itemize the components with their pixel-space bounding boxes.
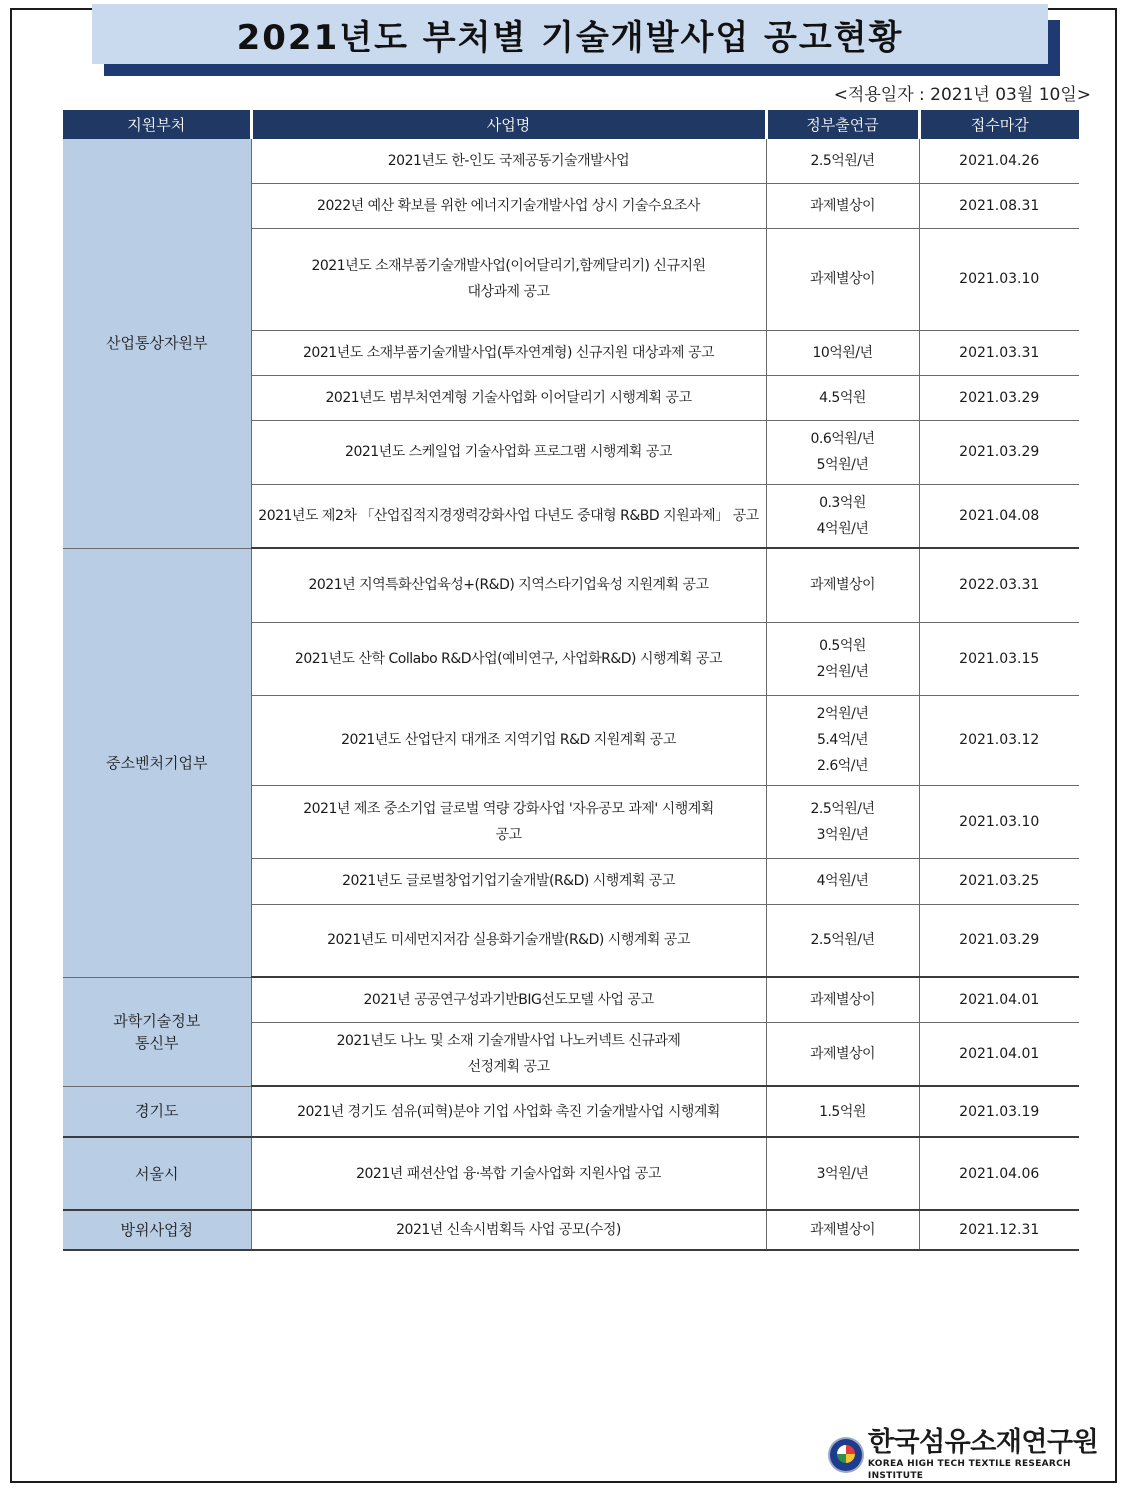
logo-name-ko: 한국섬유소재연구원 (867, 1427, 1099, 1458)
cell-line: 2021년도 미세먼지저감 실용화기술개발(R&D) 시행계획 공고 (327, 932, 690, 949)
program-name-cell (251, 375, 766, 420)
cell-line: 4억원/년 (816, 873, 869, 889)
deadline-cell: 2021.03.29 (919, 904, 1079, 977)
deadline-cell: 2021.08.31 (919, 183, 1079, 228)
cell-line: 10억원/년 (812, 344, 873, 361)
table-row (63, 1086, 1079, 1137)
program-name-cell (251, 330, 766, 375)
cell-line: 2021년 경기도 섬유(피혁)분야 기업 사업화 촉진 기술개발사업 시행계획 (297, 1103, 720, 1120)
program-name-cell (251, 977, 766, 1022)
program-name-cell (251, 484, 766, 548)
program-name-cell (251, 1086, 766, 1137)
cell-line: 2022년 예산 확보를 위한 에너지기술개발사업 상시 기술수요조사 (317, 197, 700, 214)
cell-line: 과제별상이 (809, 1222, 876, 1238)
fund-cell (766, 1137, 919, 1210)
header-fund: 정부출연금 (766, 110, 919, 139)
cell-line: 2021년도 산학 Collabo R&D사업(예비연구, 사업화R&D) 시행계획 공고 (294, 650, 723, 667)
fund-cell (766, 375, 919, 420)
cell-line: 2021년 공공연구성과기반BIG선도모델 사업 공고 (363, 991, 654, 1008)
program-name-cell (251, 785, 766, 858)
cell-line: 산업통상자원부 (106, 334, 208, 353)
fund-cell (766, 420, 919, 484)
cell-line: 3억원/년 (816, 826, 869, 843)
fund-cell (766, 858, 919, 904)
cell-line: 4.5억원 (819, 389, 866, 406)
program-name-cell (251, 1210, 766, 1250)
deadline-cell: 2021.03.31 (919, 330, 1079, 375)
cell-line: 2021년도 제2차 「산업집적지경쟁력강화사업 다년도 중대형 R&BD 지원과제」 공고 (258, 507, 759, 524)
fund-cell (766, 1210, 919, 1250)
cell-line: 과제별상이 (809, 577, 876, 594)
fund-cell (766, 1086, 919, 1137)
deadline-cell: 2021.04.26 (919, 139, 1079, 183)
title-banner (92, 4, 1048, 64)
fund-cell (766, 695, 919, 785)
cell-line: 선정계획 공고 (467, 1058, 550, 1075)
cell-line: 2.5억원/년 (810, 932, 875, 949)
cell-line: 2021년도 산업단지 대개조 지역기업 R&D 지원계획 공고 (341, 732, 676, 748)
deadline-cell: 2021.03.25 (919, 858, 1079, 904)
program-name-cell (251, 228, 766, 330)
program-name-cell (251, 622, 766, 695)
cell-line: 2021년도 글로벌창업기업기술개발(R&D) 시행계획 공고 (342, 873, 675, 889)
cell-line: 과학기술정보 (113, 1011, 201, 1030)
cell-line: 2.5억원/년 (810, 800, 875, 817)
table-row (63, 1210, 1079, 1250)
dept-cell (63, 977, 251, 1086)
fund-cell (766, 139, 919, 183)
deadline-cell: 2021.03.19 (919, 1086, 1079, 1137)
cell-line: 과제별상이 (809, 991, 876, 1008)
fund-cell (766, 228, 919, 330)
cell-line: 2021년도 한-인도 국제공동기술개발사업 (387, 152, 630, 169)
deadline-cell: 2021.03.15 (919, 622, 1079, 695)
header-program: 사업명 (251, 110, 766, 139)
program-name-cell (251, 139, 766, 183)
fund-cell (766, 183, 919, 228)
program-name-cell (251, 420, 766, 484)
deadline-cell: 2021.03.10 (919, 785, 1079, 858)
cell-line: 2021년 지역특화산업육성+(R&D) 지역스타기업육성 지원계획 공고 (308, 577, 709, 594)
cell-line: 1.5억원 (819, 1103, 866, 1120)
cell-line: 서울시 (135, 1164, 179, 1183)
logo-name-en: KOREA HIGH TECH TEXTILE RESEARCH INSTITUTE (867, 1459, 1071, 1481)
fund-cell (766, 1022, 919, 1086)
table-row (63, 1137, 1079, 1210)
cell-line: 2억원/년 (816, 663, 869, 680)
fund-cell (766, 785, 919, 858)
cell-line: 5.4억/년 (816, 732, 869, 748)
cell-line: 과제별상이 (809, 197, 876, 214)
fund-cell (766, 548, 919, 622)
table-row (63, 977, 1079, 1022)
deadline-cell: 2021.03.12 (919, 695, 1079, 785)
fund-cell (766, 904, 919, 977)
program-name-cell (251, 1022, 766, 1086)
cell-line: 2021년도 스케일업 기술사업화 프로그램 시행계획 공고 (345, 444, 672, 460)
cell-line: 3억원/년 (816, 1165, 869, 1182)
dept-cell (63, 1086, 251, 1137)
deadline-cell: 2021.03.10 (919, 228, 1079, 330)
cell-line: 2.5억원/년 (810, 152, 875, 169)
logo-text (868, 1428, 1129, 1482)
cell-line: 2021년도 소재부품기술개발사업(이어달리기,함께달리기) 신규지원 (311, 258, 706, 274)
deadline-cell: 2021.03.29 (919, 375, 1079, 420)
cell-line: 2021년도 소재부품기술개발사업(투자연계형) 신규지원 대상과제 공고 (303, 344, 714, 361)
cell-line: 2021년도 나노 및 소재 기술개발사업 나노커넥트 신규과제 (336, 1032, 681, 1049)
program-name-cell (251, 695, 766, 785)
program-name-cell (251, 548, 766, 622)
deadline-cell: 2021.03.29 (919, 420, 1079, 484)
header-deadline: 접수마감 (919, 110, 1079, 139)
program-name-cell (251, 183, 766, 228)
cell-line: 0.6억원/년 (810, 431, 875, 447)
cell-line: 통신부 (135, 1033, 179, 1052)
cell-line: 5억원/년 (816, 457, 869, 473)
dept-cell (63, 548, 251, 977)
table-row (63, 548, 1079, 622)
cell-line: 대상과제 공고 (467, 284, 550, 300)
dept-cell (63, 1210, 251, 1250)
apply-date: <적용일자 : 2021년 03월 10일> (833, 85, 1091, 105)
program-name-cell (251, 858, 766, 904)
institute-emblem-icon (828, 1437, 864, 1473)
program-table (63, 110, 1079, 1251)
cell-line: 방위사업청 (120, 1221, 193, 1239)
deadline-cell: 2022.03.31 (919, 548, 1079, 622)
institute-logo (828, 1428, 1129, 1482)
deadline-cell: 2021.04.06 (919, 1137, 1079, 1210)
header-dept: 지원부처 (63, 110, 251, 139)
dept-cell (63, 139, 251, 548)
fund-cell (766, 622, 919, 695)
table-body (63, 139, 1079, 1250)
cell-line: 0.3억원 (819, 494, 866, 511)
page-title: 2021년도 부처별 기술개발사업 공고현황 (236, 17, 904, 58)
table-header-row (63, 110, 1079, 139)
cell-line: 2021년 신속시범획득 사업 공모(수정) (396, 1222, 621, 1238)
deadline-cell: 2021.04.08 (919, 484, 1079, 548)
deadline-cell: 2021.04.01 (919, 977, 1079, 1022)
dept-cell (63, 1137, 251, 1210)
cell-line: 2021년도 범부처연계형 기술사업화 이어달리기 시행계획 공고 (325, 389, 692, 406)
fund-cell (766, 484, 919, 548)
cell-line: 4억원/년 (816, 520, 869, 537)
cell-line: 2억원/년 (816, 706, 869, 722)
cell-line: 경기도 (135, 1102, 179, 1121)
cell-line: 과제별상이 (809, 271, 876, 287)
cell-line: 0.5억원 (819, 637, 866, 654)
table-row (63, 139, 1079, 183)
deadline-cell: 2021.12.31 (919, 1210, 1079, 1250)
program-name-cell (251, 904, 766, 977)
cell-line: 2.6억/년 (816, 758, 869, 774)
cell-line: 2021년 패션산업 융·복합 기술사업화 지원사업 공고 (356, 1165, 661, 1182)
cell-line: 공고 (495, 826, 522, 843)
deadline-cell: 2021.04.01 (919, 1022, 1079, 1086)
cell-line: 중소벤처기업부 (106, 753, 208, 772)
fund-cell (766, 977, 919, 1022)
cell-line: 2021년 제조 중소기업 글로벌 역량 강화사업 '자유공모 과제' 시행계획 (303, 800, 714, 817)
program-name-cell (251, 1137, 766, 1210)
fund-cell (766, 330, 919, 375)
cell-line: 과제별상이 (809, 1045, 876, 1062)
